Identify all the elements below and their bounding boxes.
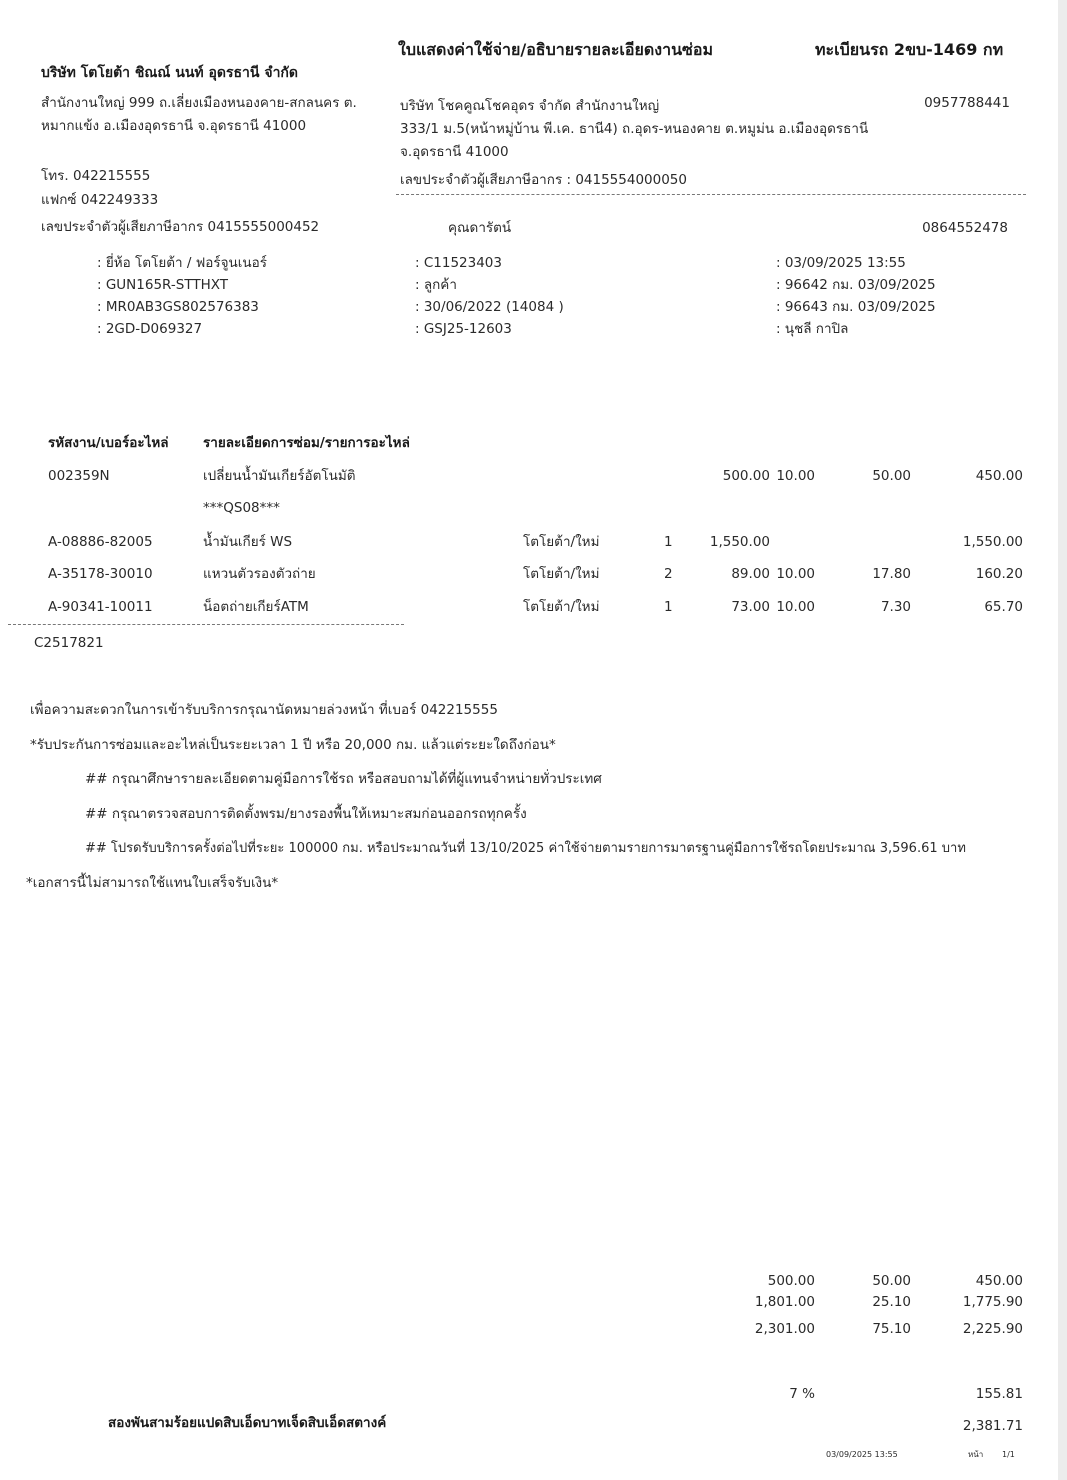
customer-address-line1: 333/1 ม.5(หน้าหมู่บ้าน พี.เค. ธานี4) ถ.อุดร-หนองคาย ต.หมูม่น อ.เมืองอุดรธานี bbox=[400, 121, 869, 137]
row-price: 500.00 bbox=[722, 468, 770, 484]
row-discount-pct: 10.00 bbox=[776, 468, 815, 484]
row-total: 65.70 bbox=[984, 599, 1023, 615]
summary-labor-amount: 500.00 bbox=[767, 1273, 815, 1289]
print-date: 03/09/2025 13:55 bbox=[826, 1450, 898, 1459]
row-discount-amt: 17.80 bbox=[872, 566, 911, 582]
customer-phone: 0957788441 bbox=[924, 95, 1010, 111]
summary-parts-net: 1,775.90 bbox=[962, 1294, 1023, 1310]
contact-phone: 0864552478 bbox=[922, 220, 1008, 236]
document-title: ใบแสดงค่าใช้จ่าย/อธิบายรายละเอียดงานซ่อม bbox=[398, 40, 714, 59]
row-qty: 1 bbox=[664, 599, 673, 615]
note-appointment: เพื่อความสะดวกในการเข้ารับบริการกรุณานัดหมายล่วงหน้า ที่เบอร์ 042215555 bbox=[30, 702, 498, 718]
note-floor-mat: ## กรุณาตรวจสอบการติดตั้งพรม/ยางรองพื้นให้เหมาะสมก่อนออกรถทุกครั้ง bbox=[85, 806, 527, 822]
vehicle-chassis: : MR0AB3GS802576383 bbox=[97, 299, 259, 315]
vehicle-engine: : 2GD-D069327 bbox=[97, 321, 203, 337]
mileage-out: : 96643 กม. 03/09/2025 bbox=[776, 299, 936, 315]
row-total: 1,550.00 bbox=[962, 534, 1023, 550]
note-warranty: *รับประกันการซ่อมและอะไหล่เป็นระยะเวลา 1 ปี หรือ 20,000 กม. แล้วแต่ระยะใดถึงก่อน* bbox=[30, 737, 556, 753]
customer-code: : C11523403 bbox=[415, 255, 502, 271]
row-desc: น็อตถ่ายเกียร์ATM bbox=[203, 599, 309, 615]
row-desc: ***QS08*** bbox=[203, 500, 280, 516]
vehicle-model: : GUN165R-STTHXT bbox=[97, 277, 228, 293]
row-price: 73.00 bbox=[731, 599, 770, 615]
row-code: A-35178-30010 bbox=[48, 566, 153, 582]
contact-name: คุณดารัตน์ bbox=[448, 220, 512, 236]
row-code: A-08886-82005 bbox=[48, 534, 153, 550]
row-brand: โตโยต้า/ใหม่ bbox=[523, 566, 600, 582]
summary-subtotal-net: 2,225.90 bbox=[962, 1321, 1023, 1337]
row-discount-pct: 10.00 bbox=[776, 599, 815, 615]
page-number: 1/1 bbox=[1002, 1450, 1015, 1459]
row-total: 160.20 bbox=[975, 566, 1023, 582]
row-total: 450.00 bbox=[975, 468, 1023, 484]
row-discount-pct: 10.00 bbox=[776, 566, 815, 582]
summary-parts-discount: 25.10 bbox=[872, 1294, 911, 1310]
customer-tax-id: เลขประจำตัวผู้เสียภาษีอากร : 0415554000050 bbox=[400, 172, 687, 188]
row-discount-amt: 50.00 bbox=[872, 468, 911, 484]
dealer-address-line2: หมากแข้ง อ.เมืองอุดรธานี จ.อุดรธานี 41000 bbox=[41, 118, 307, 134]
delivery-date: : 30/06/2022 (14084 ) bbox=[415, 299, 564, 315]
row-qty: 2 bbox=[664, 566, 673, 582]
service-datetime: : 03/09/2025 13:55 bbox=[776, 255, 906, 271]
registration-number: ทะเบียนรถ 2ขบ-1469 กท bbox=[815, 40, 1004, 59]
row-desc: แหวนตัวรองตัวถ่าย bbox=[203, 566, 316, 582]
table-header-code: รหัสงาน/เบอร์อะไหล่ bbox=[48, 435, 169, 451]
amount-in-words: สองพันสามร้อยแปดสิบเอ็ดบาทเจ็ดสิบเอ็ดสตางค์ bbox=[108, 1415, 387, 1431]
summary-subtotal-discount: 75.10 bbox=[872, 1321, 911, 1337]
row-brand: โตโยต้า/ใหม่ bbox=[523, 534, 600, 550]
vat-rate: 7 % bbox=[789, 1386, 815, 1402]
page-label: หน้า bbox=[968, 1450, 984, 1459]
note-next-service: ## โปรดรับบริการครั้งต่อไปที่ระยะ 100000 กม. หรือประมาณวันที่ 13/10/2025 ค่าใช้จ่ายตามรายการมาตรฐานคู่มือการใช้รถโดยประมาณ 3,596.61 บาท bbox=[85, 841, 966, 856]
note-not-receipt: *เอกสารนี้ไม่สามารถใช้แทนใบเสร็จรับเงิน* bbox=[26, 875, 279, 891]
dealer-tax-id: เลขประจำตัวผู้เสียภาษีอากร 0415555000452 bbox=[41, 219, 320, 235]
note-manual: ## กรุณาศึกษารายละเอียดตามคู่มือการใช้รถ หรือสอบถามได้ที่ผู้แทนจำหน่ายทั่วประเทศ bbox=[85, 771, 602, 787]
summary-labor-net: 450.00 bbox=[975, 1273, 1023, 1289]
grand-total: 2,381.71 bbox=[962, 1418, 1023, 1434]
customer-type: : ลูกค้า bbox=[415, 277, 457, 293]
reference-code: C2517821 bbox=[34, 635, 104, 651]
dealer-fax: แฟกซ์ 042249333 bbox=[41, 192, 159, 208]
customer-name: บริษัท โชคคูณโชคอุดร จำกัด สำนักงานใหญ่ bbox=[400, 98, 660, 114]
table-divider bbox=[8, 624, 404, 625]
row-code: A-90341-10011 bbox=[48, 599, 153, 615]
vat-amount: 155.81 bbox=[975, 1386, 1023, 1402]
row-qty: 1 bbox=[664, 534, 673, 550]
summary-parts-amount: 1,801.00 bbox=[754, 1294, 815, 1310]
customer-address-line2: จ.อุดรธานี 41000 bbox=[400, 144, 509, 160]
summary-labor-discount: 50.00 bbox=[872, 1273, 911, 1289]
row-desc: เปลี่ยนน้ำมันเกียร์อัตโนมัติ bbox=[203, 468, 356, 484]
header-divider bbox=[396, 194, 1026, 195]
row-code: 002359N bbox=[48, 468, 110, 484]
mileage-in: : 96642 กม. 03/09/2025 bbox=[776, 277, 936, 293]
row-price: 1,550.00 bbox=[709, 534, 770, 550]
row-brand: โตโยต้า/ใหม่ bbox=[523, 599, 600, 615]
table-header-desc: รายละเอียดการซ่อม/รายการอะไหล่ bbox=[203, 435, 410, 451]
job-number: : GSJ25-12603 bbox=[415, 321, 512, 337]
page-edge-shadow bbox=[1058, 0, 1067, 1480]
dealer-address-line1: สำนักงานใหญ่ 999 ถ.เลี่ยงเมืองหนองคาย-สกลนคร ต. bbox=[41, 95, 357, 111]
summary-subtotal-amount: 2,301.00 bbox=[754, 1321, 815, 1337]
vehicle-brand: : ยี่ห้อ โตโยต้า / ฟอร์จูนเนอร์ bbox=[97, 255, 267, 271]
row-discount-amt: 7.30 bbox=[880, 599, 911, 615]
row-price: 89.00 bbox=[731, 566, 770, 582]
row-desc: น้ำมันเกียร์ WS bbox=[203, 534, 293, 550]
dealer-name: บริษัท โตโยต้า ชิณณ์ นนท์ อุดรธานี จำกัด bbox=[41, 65, 298, 81]
service-advisor: : นุชลี กาปิล bbox=[776, 321, 849, 337]
dealer-phone: โทร. 042215555 bbox=[41, 168, 151, 184]
